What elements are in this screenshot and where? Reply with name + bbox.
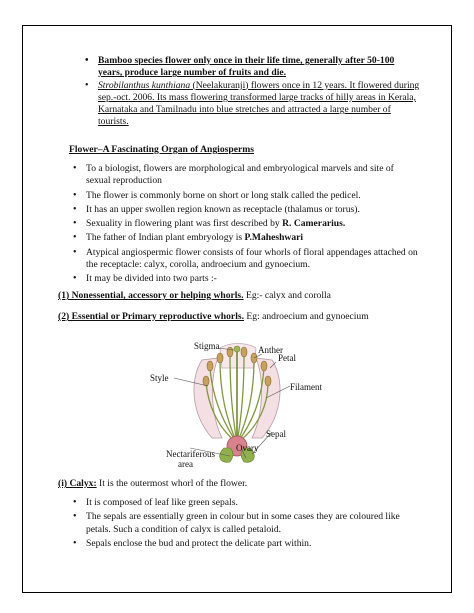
calyx-bullet-list bbox=[86, 497, 418, 552]
list-item bbox=[86, 511, 418, 536]
label-sepal: Sepal bbox=[266, 429, 286, 439]
list-item bbox=[86, 497, 418, 509]
part-two-line bbox=[58, 311, 418, 323]
list-item bbox=[86, 538, 418, 550]
list-item-text: It is composed of leaf like green sepals. bbox=[86, 497, 238, 508]
list-item-text: To a biologist, flowers are morphological and embryological marvels and site of sexual reproduction bbox=[86, 163, 394, 187]
part-two-rest: Eg: androecium and gynoecium bbox=[244, 311, 369, 322]
label-petal: Petal bbox=[278, 353, 296, 363]
part-one-rest: Eg:- calyx and corolla bbox=[243, 290, 331, 301]
list-item bbox=[86, 232, 418, 244]
section-title: Flower–A Fascinating Organ of Angiosperms bbox=[69, 144, 254, 155]
list-item-text: The flower is commonly borne on short or long stalk called the pedicel. bbox=[86, 189, 361, 201]
top-bullet-list bbox=[98, 55, 420, 129]
list-item bbox=[86, 247, 418, 272]
list-item bbox=[86, 190, 418, 202]
list-item-text: The sepals are essentially green in colour but in some cases they are coloured like petals. Such a condition of calyx is called petaloid. bbox=[86, 511, 400, 535]
list-item-text: The father of Indian plant embryology is bbox=[86, 232, 245, 244]
list-item-bold: R. Camerarius. bbox=[282, 218, 346, 230]
list-item-text: Atypical angiospermic flower consists of four whorls of floral appendages attached on the receptacle: calyx, corolla, androecium and gynoecium. bbox=[86, 246, 418, 271]
species-name: Strobilanthus kunthiana bbox=[98, 79, 191, 91]
list-item bbox=[86, 273, 418, 285]
flower-bullet-list bbox=[86, 163, 418, 288]
list-item-text: It may be divided into two parts :- bbox=[86, 273, 217, 285]
bamboo-text: Bamboo species flower only once in their life time, generally after 50-100 years, produce large number of fruits and die. bbox=[98, 55, 395, 79]
list-item-text: It has an upper swollen region known as receptacle (thalamus or torus). bbox=[86, 203, 360, 215]
list-item bbox=[86, 163, 418, 188]
label-filament: Filament bbox=[290, 382, 322, 392]
flower-diagram bbox=[150, 338, 330, 470]
list-item bbox=[86, 204, 418, 216]
label-style: Style bbox=[150, 373, 169, 383]
calyx-rest: It is the outermost whorl of the flower. bbox=[96, 478, 248, 489]
calyx-label: (i) Calyx: bbox=[58, 478, 97, 489]
calyx-heading bbox=[58, 478, 428, 490]
label-anther: Anther bbox=[258, 345, 283, 355]
list-item-bold: P.Maheshwari bbox=[244, 232, 304, 244]
list-item-text: Sexuality in flowering plant was first described by bbox=[86, 218, 283, 230]
strobilanthus-bullet bbox=[98, 80, 420, 129]
part-two-label: (2) Essential or Primary reproductive whorls. bbox=[58, 311, 244, 322]
label-stigma: Stigma bbox=[194, 341, 220, 351]
bamboo-bullet bbox=[98, 55, 420, 80]
label-nectariferous: Nectariferous bbox=[166, 449, 215, 459]
list-item bbox=[86, 218, 418, 230]
label-ovary: Ovary bbox=[236, 443, 259, 453]
label-area: area bbox=[178, 459, 193, 469]
part-one-line bbox=[58, 290, 428, 302]
part-one-label: (1) Nonessential, accessory or helping whorls. bbox=[58, 290, 244, 301]
list-item-text: Sepals enclose the bud and protect the delicate part within. bbox=[86, 537, 312, 549]
strobilanthus-text: (Neelakuranji) flowers once in 12 years. It flowered during sep.-oct. 2006. Its mass flowering transformed large tracks of hilly areas in Kerala, Karnataka and Tamilnadu into blue stretches and attracted a large number of tourists. bbox=[98, 79, 420, 128]
